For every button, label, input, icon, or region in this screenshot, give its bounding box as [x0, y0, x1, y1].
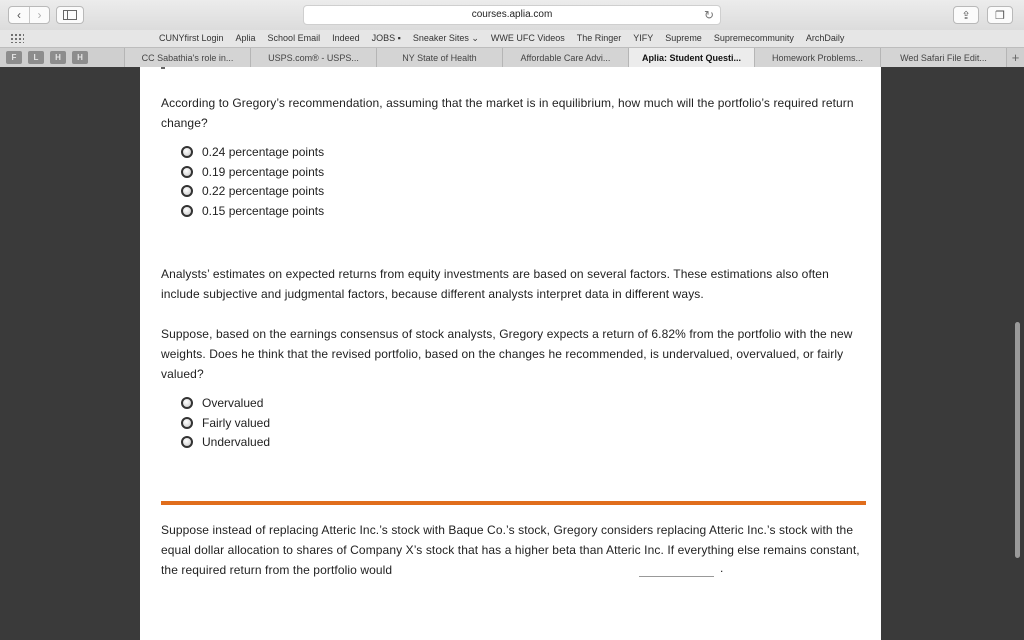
favorite-link[interactable]: The Ringer	[576, 33, 622, 43]
tab-list	[124, 48, 1006, 67]
question3-prompt: Suppose instead of replacing Atteric Inc.’s stock with Baque Co.’s stock, Gregory considers replacing Atteric Inc.’s stock with the equal dollar allocation to shares of Company X’s stock that has a higher beta than Atteric Inc. If everything else remains constant, the required return from the portfolio would	[161, 523, 860, 577]
option-label: Fairly valued	[202, 415, 271, 430]
share-button[interactable]	[953, 6, 979, 24]
question1-prompt: According to Gregory’s recommendation, assuming that the market is in equilibrium, how much will the portfolio’s required return change?	[161, 96, 854, 130]
favorite-link[interactable]: JOBS ▪	[371, 33, 401, 43]
chevron-left-icon: ‹	[17, 8, 21, 22]
tab[interactable]: Wed Safari File Edit...	[880, 48, 1006, 67]
radio-option[interactable]	[181, 413, 270, 433]
sentence-period: .	[720, 561, 724, 575]
show-tabs-button[interactable]	[987, 6, 1013, 24]
plus-icon: +	[1011, 50, 1020, 65]
question2-prompt: Suppose, based on the earnings consensus of stock analysts, Gregory expects a return of 6.82% from the portfolio with the new weights. Does he think that the revised portfolio, based on the changes he recommended, is undervalued, overvalued, or fairly valued?	[161, 327, 853, 381]
pinned-tab[interactable]: H	[72, 51, 88, 64]
favorite-link[interactable]: Indeed	[332, 33, 360, 43]
tab[interactable]: NY State of Health	[376, 48, 502, 67]
tab[interactable]: USPS.com® - USPS...	[250, 48, 376, 67]
reload-icon[interactable]: ↻	[703, 8, 714, 22]
answer-dropdown-blank[interactable]	[639, 576, 714, 577]
question-page	[140, 67, 881, 640]
favorite-link[interactable]: Aplia	[235, 33, 256, 43]
option-label: 0.24 percentage points	[202, 144, 325, 159]
radio-button[interactable]	[181, 397, 193, 409]
favorite-link[interactable]: YIFY	[633, 33, 654, 43]
option-label: 0.22 percentage points	[202, 184, 325, 199]
radio-option[interactable]	[181, 181, 324, 201]
radio-button[interactable]	[181, 166, 193, 178]
pinned-tab[interactable]: F	[6, 51, 22, 64]
tab[interactable]: Homework Problems...	[754, 48, 880, 67]
radio-button[interactable]	[181, 205, 193, 217]
favorites-bar	[0, 30, 1024, 47]
radio-button[interactable]	[181, 436, 193, 448]
browser-toolbar	[0, 0, 1024, 30]
page-scrollbar[interactable]	[1015, 322, 1020, 558]
top-sites-grid-icon[interactable]	[10, 33, 24, 43]
radio-button[interactable]	[181, 185, 193, 197]
url-text: courses.aplia.com	[471, 9, 553, 20]
back-button[interactable]	[9, 7, 29, 23]
pinned-tab[interactable]: L	[28, 51, 44, 64]
radio-button[interactable]	[181, 417, 193, 429]
radio-option[interactable]	[181, 432, 270, 452]
tab-active[interactable]: Aplia: Student Questi...	[628, 48, 754, 67]
tab-bar	[0, 47, 1024, 67]
sidebar-icon	[63, 10, 77, 20]
favorites-list	[159, 33, 856, 44]
question1-options	[181, 142, 324, 221]
tab[interactable]: Affordable Care Advi...	[502, 48, 628, 67]
address-bar[interactable]	[303, 5, 721, 25]
nav-buttons	[8, 6, 50, 24]
favorite-link[interactable]: Supreme	[665, 33, 702, 43]
section-divider	[161, 501, 866, 505]
radio-option[interactable]	[181, 393, 270, 413]
radio-option[interactable]	[181, 162, 324, 182]
option-label: 0.15 percentage points	[202, 203, 325, 218]
sidebar-toggle-button[interactable]	[56, 6, 84, 24]
radio-option[interactable]	[181, 201, 324, 221]
radio-option[interactable]	[181, 142, 324, 162]
favorite-link[interactable]: Supremecommunity	[713, 33, 794, 43]
text-fragment	[161, 67, 165, 69]
option-label: Overvalued	[202, 395, 264, 410]
favorite-link[interactable]: WWE UFC Videos	[490, 33, 565, 43]
favorite-link[interactable]: CUNYfirst Login	[159, 33, 224, 43]
favorite-link[interactable]: ArchDaily	[805, 33, 845, 43]
new-tab-button[interactable]	[1006, 48, 1024, 67]
pinned-tab[interactable]: H	[50, 51, 66, 64]
favorite-link[interactable]: School Email	[267, 33, 321, 43]
pinned-tabs	[0, 48, 124, 67]
question2-options	[181, 393, 270, 452]
option-label: 0.19 percentage points	[202, 164, 325, 179]
forward-button[interactable]	[29, 7, 49, 23]
analysts-intro: Analysts’ estimates on expected returns from equity investments are based on several factors. These estimations also often include subjective and judgmental factors, because different analysts interpret data in different ways.	[161, 267, 829, 301]
tabs-overview-icon: ❐	[995, 9, 1005, 22]
radio-button[interactable]	[181, 146, 193, 158]
favorite-link[interactable]: Sneaker Sites ⌄	[412, 33, 479, 43]
chevron-right-icon: ›	[37, 8, 42, 22]
browser-chrome	[0, 0, 1024, 67]
tab[interactable]: CC Sabathia's role in...	[124, 48, 250, 67]
option-label: Undervalued	[202, 435, 271, 450]
share-icon: ⇪	[961, 9, 971, 22]
